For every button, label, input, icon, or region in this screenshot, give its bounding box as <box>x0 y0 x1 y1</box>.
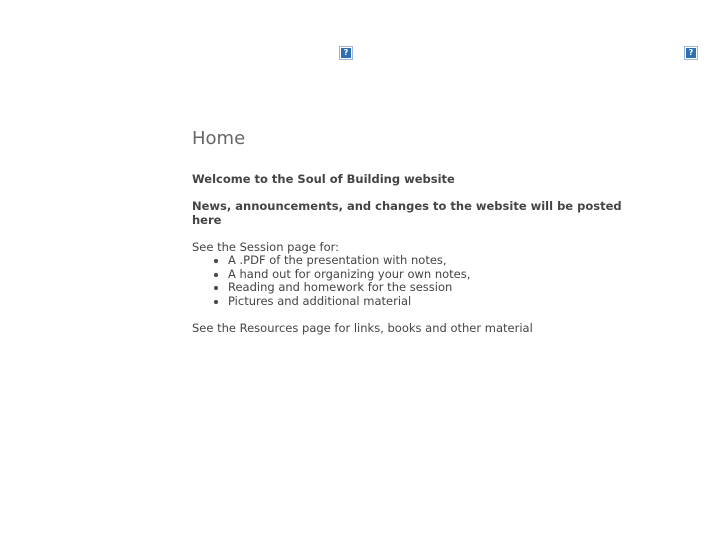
news-heading: News, announcements, and changes to the website will be posted here <box>192 199 622 227</box>
resources-text: See the Resources page for links, books and other material <box>192 321 533 335</box>
question-mark-icon: ? <box>341 48 351 58</box>
welcome-heading: Welcome to the Soul of Building website <box>192 172 455 186</box>
session-list-item: • Pictures and additional material <box>228 295 632 309</box>
session-list <box>192 254 632 308</box>
session-list-item: • A hand out for organizing your own notes, <box>228 268 632 282</box>
question-mark-icon: ? <box>686 48 696 58</box>
session-intro: See the Session page for: <box>192 240 340 254</box>
main-content <box>192 128 632 335</box>
broken-image-icon <box>684 46 698 60</box>
broken-image-icon <box>339 46 353 60</box>
session-list-item: • Reading and homework for the session <box>228 281 632 295</box>
page-title: Home <box>192 128 246 149</box>
session-list-item: • A .PDF of the presentation with notes, <box>228 254 632 268</box>
